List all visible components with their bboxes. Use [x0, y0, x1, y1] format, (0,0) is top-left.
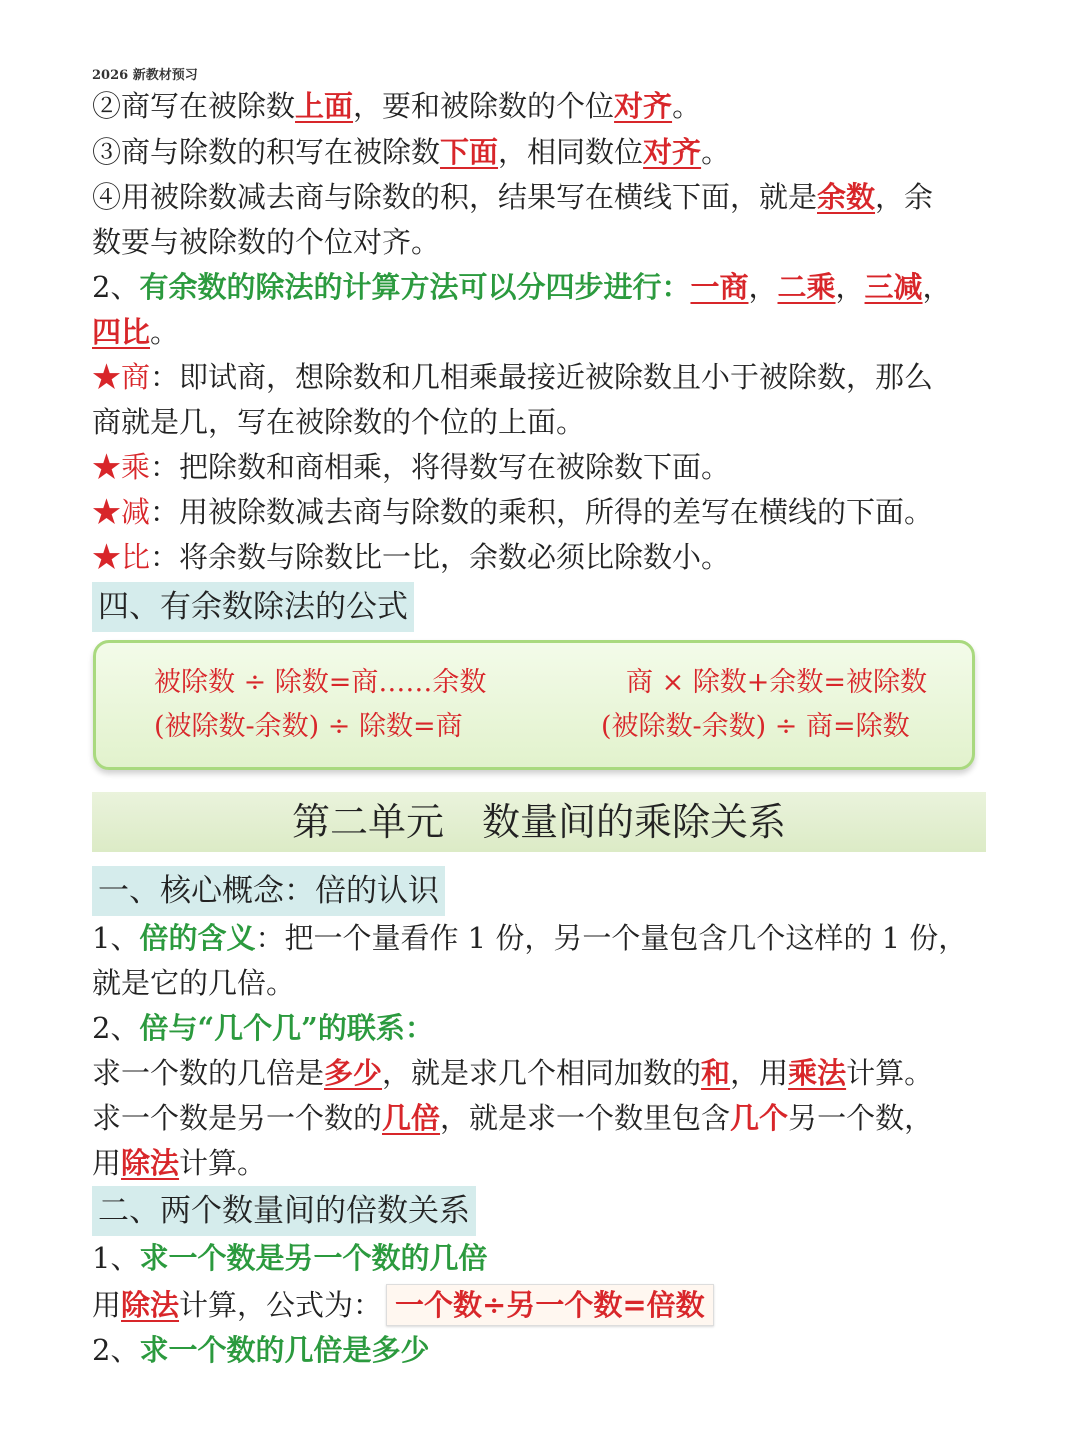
concept-multiply: 求一个数的几倍是多少，就是求几个相同加数的和，用乘法计算。 — [92, 1056, 934, 1090]
relation-2: 2、求一个数的几倍是多少 — [92, 1333, 430, 1367]
keyword-above: 上面 — [295, 89, 354, 123]
formula-highlight: 一个数÷另一个数=倍数 — [386, 1284, 714, 1326]
section-heading-concept: 一、核心概念：倍的认识 — [92, 866, 445, 916]
unit-title: 第二单元 数量间的乘除关系 — [92, 792, 986, 852]
formula-1: 被除数 ÷ 除数=商……余数 — [154, 667, 487, 698]
method-title: 有余数的除法的计算方法可以分四步进行： — [139, 270, 691, 304]
star-item-quotient-cont: 商就是几，写在被除数的个位的上面。 — [92, 405, 586, 439]
star-icon: ★ — [92, 360, 122, 394]
section-heading-formulas: 四、有余数除法的公式 — [92, 582, 414, 632]
concept-divide-cont: 用除法计算。 — [92, 1146, 267, 1180]
star-item-subtract: ★减：用被除数减去商与除数的乘积，所得的差写在横线的下面。 — [92, 495, 934, 529]
concept-1-cont: 就是它的几倍。 — [92, 966, 296, 1000]
step-3: ③商与除数的积写在被除数下面，相同数位对齐。 — [92, 135, 731, 169]
star-icon: ★ — [92, 450, 122, 484]
keyword-remainder: 余数 — [817, 180, 876, 214]
concept-1: 1、倍的含义：把一个量看作 1 份，另一个量包含几个这样的 1 份， — [92, 921, 968, 955]
concept-2: 2、倍与“几个几”的联系： — [92, 1011, 434, 1045]
star-icon: ★ — [92, 495, 122, 529]
keyword-below: 下面 — [440, 135, 499, 169]
keyword-align-2: 对齐 — [643, 135, 702, 169]
concept-divide: 求一个数是另一个数的几倍，就是求一个数里包含几个另一个数， — [92, 1101, 934, 1135]
star-item-multiply: ★乘：把除数和商相乘，将得数写在被除数下面。 — [92, 450, 731, 484]
formula-3: (被除数-余数) ÷ 除数=商 — [154, 711, 463, 742]
section-heading-relations: 二、两个数量间的倍数关系 — [92, 1186, 476, 1236]
star-icon: ★ — [92, 540, 122, 574]
step-4-cont: 数要与被除数的个位对齐。 — [92, 225, 441, 259]
method-line-cont: 四比。 — [92, 315, 180, 349]
star-item-compare: ★比：将余数与除数比一比，余数必须比除数小。 — [92, 540, 731, 574]
header-note: 2026 新教材预习 — [92, 68, 198, 83]
formula-box — [93, 640, 975, 770]
step-2: ②商写在被除数上面，要和被除数的个位对齐。 — [92, 89, 702, 123]
formula-2: 商 × 除数+余数=被除数 — [626, 667, 928, 698]
keyword-align: 对齐 — [614, 89, 673, 123]
star-item-quotient: ★商：即试商，想除数和几相乘最接近被除数且小于被除数，那么 — [92, 360, 934, 394]
step-4: ④用被除数减去商与除数的积，结果写在横线下面，就是余数，余 — [92, 180, 934, 214]
relation-1: 1、求一个数是另一个数的几倍 — [92, 1241, 488, 1275]
formula-4: (被除数-余数) ÷ 商=除数 — [601, 711, 910, 742]
relation-1-formula: 用除法计算，公式为： 一个数÷另一个数=倍数 — [92, 1284, 992, 1326]
method-line: 2、有余数的除法的计算方法可以分四步进行：一商，二乘，三减， — [92, 270, 952, 304]
